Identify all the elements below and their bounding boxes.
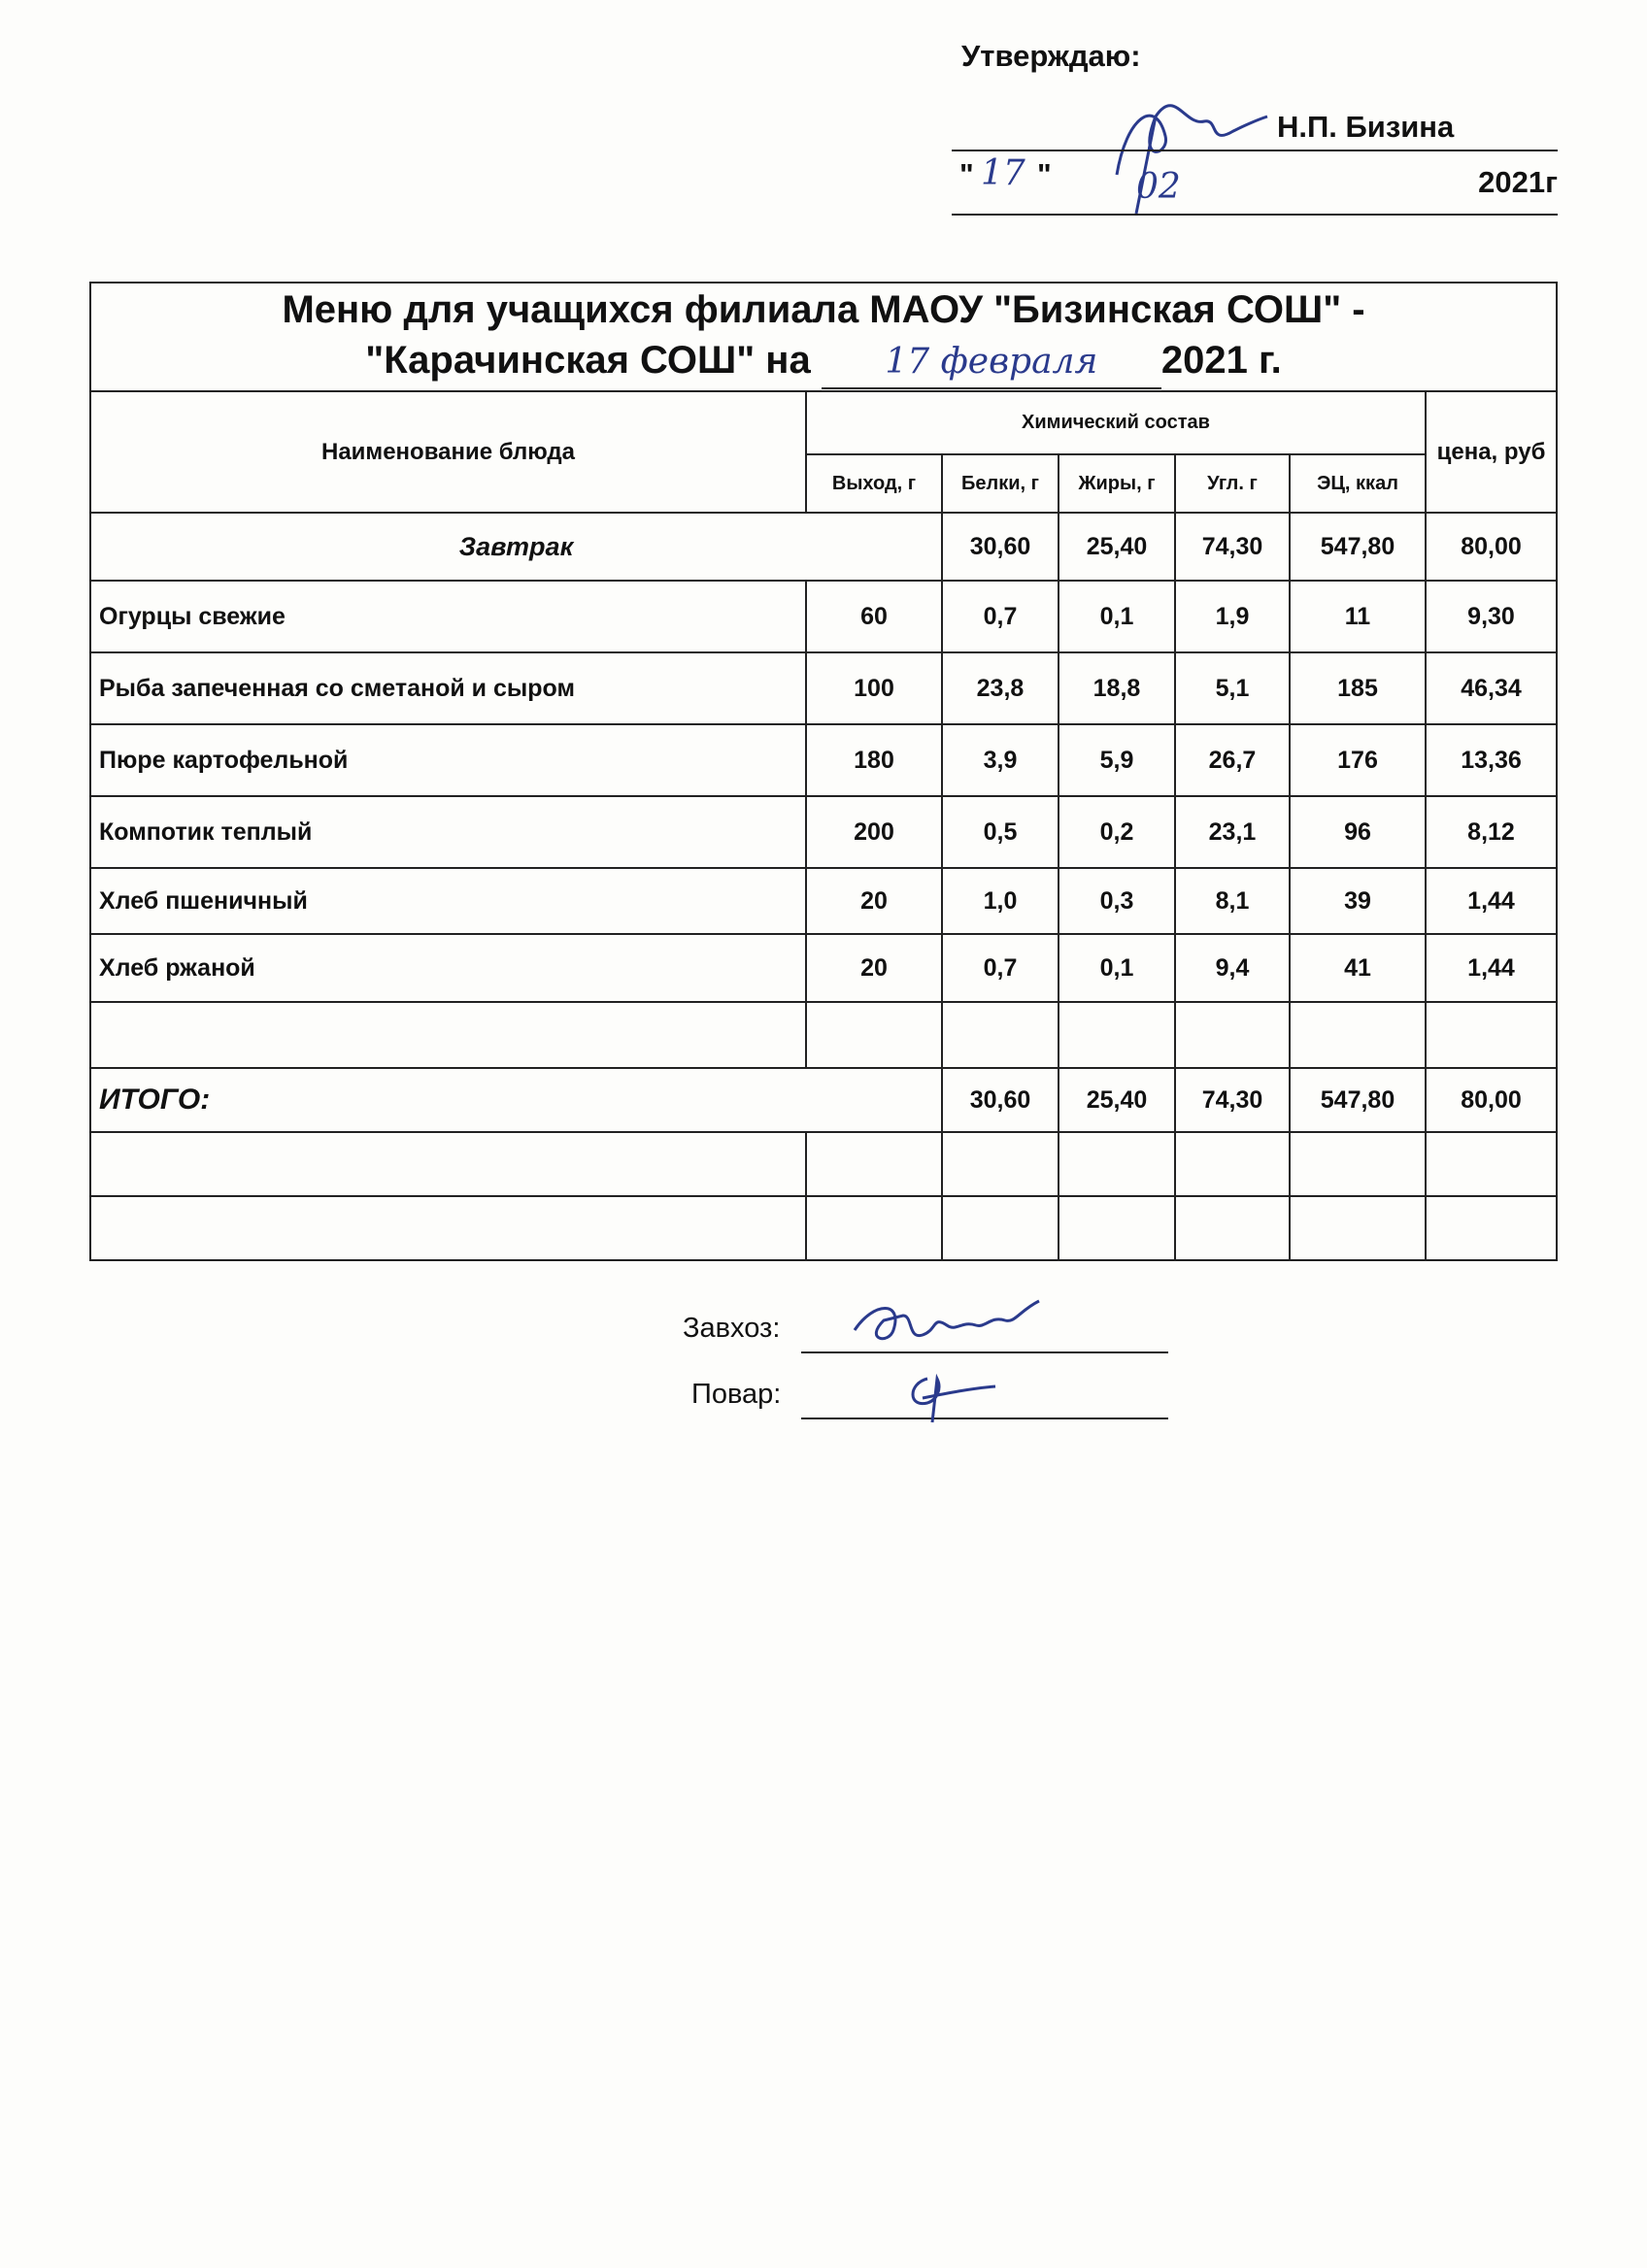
storekeeper-label: Завхоз:	[683, 1313, 781, 1344]
dish-name: Компотик теплый	[90, 796, 806, 868]
column-carbs: Угл. г	[1175, 454, 1290, 513]
dish-energy: 41	[1290, 934, 1426, 1002]
column-energy: ЭЦ, ккал	[1290, 454, 1426, 513]
dish-fat: 0,2	[1059, 796, 1175, 868]
dish-protein: 0,5	[942, 796, 1059, 868]
cook-signature	[893, 1359, 1010, 1427]
column-price: цена, руб	[1426, 391, 1557, 513]
dish-name: Хлеб пшеничный	[90, 868, 806, 934]
approval-line	[952, 150, 1558, 151]
empty-row	[90, 1196, 1557, 1260]
dish-fat: 0,1	[1059, 581, 1175, 652]
dish-name: Пюре картофельной	[90, 724, 806, 796]
section-energy: 547,80	[1290, 513, 1426, 581]
menu-title	[90, 283, 1557, 391]
dish-energy: 176	[1290, 724, 1426, 796]
section-row	[90, 513, 1557, 581]
date-quote-open: "	[959, 157, 974, 191]
dish-carbs: 23,1	[1175, 796, 1290, 868]
dish-protein: 3,9	[942, 724, 1059, 796]
storekeeper-signature	[845, 1291, 1059, 1359]
dish-name: Рыба запеченная со сметаной и сыром	[90, 652, 806, 724]
dish-carbs: 1,9	[1175, 581, 1290, 652]
dish-protein: 1,0	[942, 868, 1059, 934]
total-protein: 30,60	[942, 1068, 1059, 1132]
dish-protein: 0,7	[942, 934, 1059, 1002]
dish-energy: 185	[1290, 652, 1426, 724]
dish-fat: 5,9	[1059, 724, 1175, 796]
menu-title-suffix: 2021 г.	[1160, 339, 1282, 382]
dish-yield: 20	[806, 868, 942, 934]
menu-date: 17 февраля	[822, 337, 1161, 389]
approval-month: 02	[1136, 167, 1181, 207]
section-fat: 25,40	[1059, 513, 1175, 581]
table-row	[90, 724, 1557, 796]
dish-name: Хлеб ржаной	[90, 934, 806, 1002]
dish-price: 8,12	[1426, 796, 1557, 868]
dish-carbs: 5,1	[1175, 652, 1290, 724]
total-fat: 25,40	[1059, 1068, 1175, 1132]
section-price: 80,00	[1426, 513, 1557, 581]
dish-energy: 11	[1290, 581, 1426, 652]
column-fat: Жиры, г	[1059, 454, 1175, 513]
dish-price: 9,30	[1426, 581, 1557, 652]
dish-yield: 180	[806, 724, 942, 796]
total-energy: 547,80	[1290, 1068, 1426, 1132]
dish-yield: 100	[806, 652, 942, 724]
dish-name: Огурцы свежие	[90, 581, 806, 652]
dish-price: 46,34	[1426, 652, 1557, 724]
approval-title: Утверждаю:	[961, 39, 1141, 73]
approval-date-line	[952, 214, 1558, 216]
total-row	[90, 1068, 1557, 1132]
table-row	[90, 934, 1557, 1002]
dish-fat: 0,3	[1059, 868, 1175, 934]
dish-yield: 200	[806, 796, 942, 868]
cook-label: Повар:	[691, 1379, 782, 1410]
approval-block	[952, 39, 1558, 233]
dish-price: 1,44	[1426, 868, 1557, 934]
section-label: Завтрак	[90, 513, 942, 581]
table-row	[90, 868, 1557, 934]
dish-fat: 0,1	[1059, 934, 1175, 1002]
column-protein: Белки, г	[942, 454, 1059, 513]
dish-fat: 18,8	[1059, 652, 1175, 724]
section-protein: 30,60	[942, 513, 1059, 581]
approval-year: 2021г	[1478, 165, 1558, 199]
section-carbs: 74,30	[1175, 513, 1290, 581]
table-row	[90, 652, 1557, 724]
empty-row	[90, 1132, 1557, 1196]
dish-energy: 96	[1290, 796, 1426, 868]
empty-row	[90, 1002, 1557, 1068]
total-price: 80,00	[1426, 1068, 1557, 1132]
table-row	[90, 796, 1557, 868]
dish-protein: 0,7	[942, 581, 1059, 652]
approval-day: 17	[981, 153, 1025, 193]
dish-yield: 20	[806, 934, 942, 1002]
column-chem: Химический состав	[806, 391, 1426, 454]
dish-yield: 60	[806, 581, 942, 652]
dish-carbs: 8,1	[1175, 868, 1290, 934]
dish-protein: 23,8	[942, 652, 1059, 724]
approver-name: Н.П. Бизина	[1277, 110, 1455, 144]
total-label: ИТОГО:	[90, 1068, 942, 1132]
dish-energy: 39	[1290, 868, 1426, 934]
menu-title-prefix: "Карачинская СОШ" на	[365, 339, 811, 382]
table-row	[90, 581, 1557, 652]
menu-title-line1: Меню для учащихся филиала МАОУ "Бизинская СОШ" -	[282, 288, 1365, 331]
dish-price: 1,44	[1426, 934, 1557, 1002]
column-dish: Наименование блюда	[90, 391, 806, 513]
date-quote-close: "	[1037, 157, 1052, 191]
dish-carbs: 26,7	[1175, 724, 1290, 796]
dish-carbs: 9,4	[1175, 934, 1290, 1002]
dish-price: 13,36	[1426, 724, 1557, 796]
menu-table	[89, 282, 1558, 1261]
total-carbs: 74,30	[1175, 1068, 1290, 1132]
column-yield: Выход, г	[806, 454, 942, 513]
